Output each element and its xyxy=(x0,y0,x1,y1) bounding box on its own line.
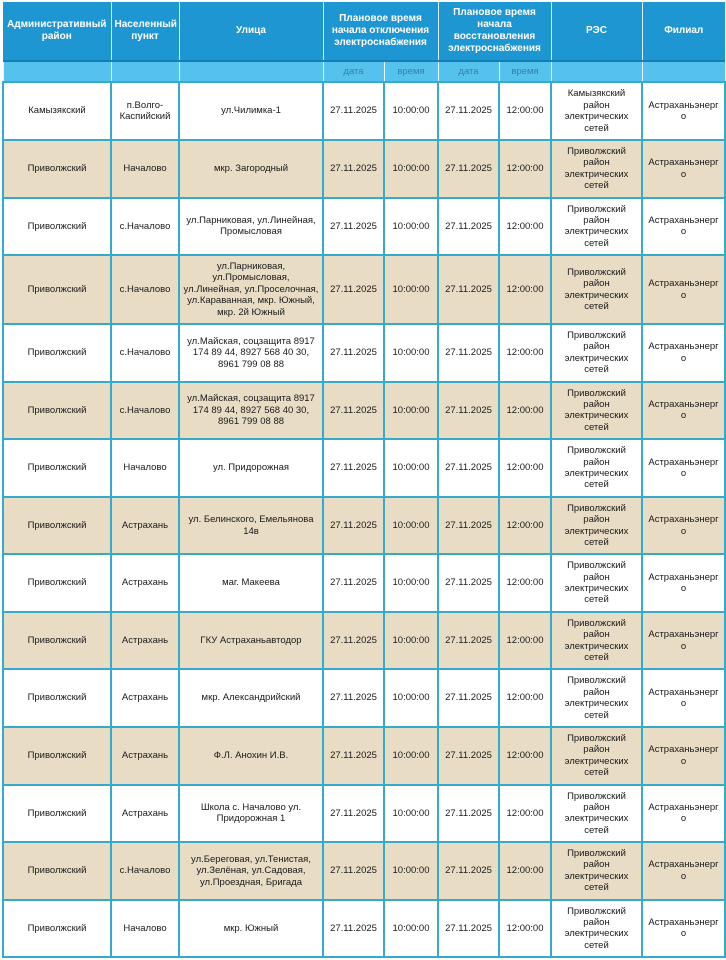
header-row xyxy=(3,2,725,61)
cell-res: Приволжский район электрических сетей xyxy=(551,382,642,440)
cell-branch: Астраханьэнерго xyxy=(642,785,725,843)
cell-district: Приволжский xyxy=(3,785,111,843)
cell-street: Школа с. Началово ул. Придорожная 1 xyxy=(179,785,323,843)
col-header-district: Административный район xyxy=(3,2,111,61)
cell-district: Камызякский xyxy=(3,82,111,140)
cell-branch: Астраханьэнерго xyxy=(642,82,725,140)
cell-off-date: 27.11.2025 xyxy=(323,727,384,785)
cell-on-date: 27.11.2025 xyxy=(438,439,499,497)
table-row xyxy=(3,727,725,785)
cell-on-time: 12:00:00 xyxy=(499,669,551,727)
table-row xyxy=(3,382,725,440)
cell-res: Приволжский район электрических сетей xyxy=(551,554,642,612)
col-header-outage-start: Плановое время начала отключения электроснабжения xyxy=(323,2,438,61)
table-header xyxy=(3,2,725,82)
table-row xyxy=(3,900,725,958)
subheader-empty xyxy=(3,61,111,82)
cell-district: Приволжский xyxy=(3,255,111,324)
subheader-on-date: дата xyxy=(438,61,499,82)
cell-street: ул.Майская, соцзащита 8917 174 89 44, 8927 568 40 30, 8961 799 08 88 xyxy=(179,324,323,382)
cell-off-time: 10:00:00 xyxy=(384,727,438,785)
cell-branch: Астраханьэнерго xyxy=(642,900,725,958)
cell-on-time: 12:00:00 xyxy=(499,439,551,497)
outage-table xyxy=(2,2,726,958)
cell-street: Ф.Л. Анохин И.В. xyxy=(179,727,323,785)
cell-on-time: 12:00:00 xyxy=(499,554,551,612)
cell-settlement: Астрахань xyxy=(111,669,179,727)
subheader-empty xyxy=(111,61,179,82)
cell-branch: Астраханьэнерго xyxy=(642,382,725,440)
outage-table-body xyxy=(3,82,725,957)
cell-off-date: 27.11.2025 xyxy=(323,900,384,958)
cell-settlement: с.Началово xyxy=(111,324,179,382)
cell-settlement: с.Началово xyxy=(111,255,179,324)
cell-on-date: 27.11.2025 xyxy=(438,382,499,440)
subheader-empty xyxy=(551,61,642,82)
cell-branch: Астраханьэнерго xyxy=(642,842,725,900)
table-row xyxy=(3,842,725,900)
col-header-settlement: Населенный пункт xyxy=(111,2,179,61)
cell-street: мкр. Загородный xyxy=(179,140,323,198)
cell-on-date: 27.11.2025 xyxy=(438,900,499,958)
table-row xyxy=(3,255,725,324)
cell-street: ул. Белинского, Емельянова 14в xyxy=(179,497,323,555)
cell-on-time: 12:00:00 xyxy=(499,727,551,785)
cell-on-date: 27.11.2025 xyxy=(438,255,499,324)
cell-off-time: 10:00:00 xyxy=(384,842,438,900)
cell-street: ул.Майская, соцзащита 8917 174 89 44, 8927 568 40 30, 8961 799 08 88 xyxy=(179,382,323,440)
cell-res: Приволжский район электрических сетей xyxy=(551,785,642,843)
cell-on-date: 27.11.2025 xyxy=(438,324,499,382)
cell-street: ул.Чилимка-1 xyxy=(179,82,323,140)
cell-res: Приволжский район электрических сетей xyxy=(551,900,642,958)
cell-on-date: 27.11.2025 xyxy=(438,612,499,670)
cell-district: Приволжский xyxy=(3,612,111,670)
subheader-empty xyxy=(179,61,323,82)
subheader-off-time: время xyxy=(384,61,438,82)
cell-settlement: Астрахань xyxy=(111,727,179,785)
cell-off-time: 10:00:00 xyxy=(384,785,438,843)
cell-off-time: 10:00:00 xyxy=(384,382,438,440)
cell-res: Приволжский район электрических сетей xyxy=(551,727,642,785)
cell-branch: Астраханьэнерго xyxy=(642,727,725,785)
cell-district: Приволжский xyxy=(3,382,111,440)
cell-street: ул. Придорожная xyxy=(179,439,323,497)
cell-street: мкр. Южный xyxy=(179,900,323,958)
cell-settlement: с.Началово xyxy=(111,382,179,440)
cell-on-date: 27.11.2025 xyxy=(438,669,499,727)
cell-off-date: 27.11.2025 xyxy=(323,669,384,727)
cell-settlement: п.Волго-Каспийский xyxy=(111,82,179,140)
cell-on-date: 27.11.2025 xyxy=(438,82,499,140)
cell-district: Приволжский xyxy=(3,497,111,555)
cell-on-date: 27.11.2025 xyxy=(438,842,499,900)
cell-on-date: 27.11.2025 xyxy=(438,727,499,785)
cell-off-time: 10:00:00 xyxy=(384,554,438,612)
cell-branch: Астраханьэнерго xyxy=(642,612,725,670)
cell-district: Приволжский xyxy=(3,324,111,382)
cell-off-date: 27.11.2025 xyxy=(323,497,384,555)
cell-on-date: 27.11.2025 xyxy=(438,140,499,198)
cell-on-date: 27.11.2025 xyxy=(438,497,499,555)
cell-on-date: 27.11.2025 xyxy=(438,198,499,256)
cell-on-time: 12:00:00 xyxy=(499,612,551,670)
cell-off-time: 10:00:00 xyxy=(384,255,438,324)
cell-res: Приволжский район электрических сетей xyxy=(551,324,642,382)
cell-district: Приволжский xyxy=(3,900,111,958)
cell-on-time: 12:00:00 xyxy=(499,785,551,843)
cell-res: Приволжский район электрических сетей xyxy=(551,497,642,555)
cell-branch: Астраханьэнерго xyxy=(642,140,725,198)
col-header-restore-start: Плановое время начала восстановления электроснабжения xyxy=(438,2,551,61)
cell-branch: Астраханьэнерго xyxy=(642,439,725,497)
cell-res: Приволжский район электрических сетей xyxy=(551,612,642,670)
col-header-res: РЭС xyxy=(551,2,642,61)
cell-district: Приволжский xyxy=(3,439,111,497)
cell-on-time: 12:00:00 xyxy=(499,198,551,256)
cell-on-time: 12:00:00 xyxy=(499,140,551,198)
table-row xyxy=(3,439,725,497)
cell-res: Приволжский район электрических сетей xyxy=(551,669,642,727)
cell-res: Приволжский район электрических сетей xyxy=(551,140,642,198)
cell-off-date: 27.11.2025 xyxy=(323,612,384,670)
cell-off-time: 10:00:00 xyxy=(384,82,438,140)
cell-off-date: 27.11.2025 xyxy=(323,140,384,198)
cell-off-date: 27.11.2025 xyxy=(323,82,384,140)
col-header-street: Улица xyxy=(179,2,323,61)
cell-on-time: 12:00:00 xyxy=(499,842,551,900)
cell-off-date: 27.11.2025 xyxy=(323,439,384,497)
cell-res: Приволжский район электрических сетей xyxy=(551,255,642,324)
cell-district: Приволжский xyxy=(3,727,111,785)
cell-off-time: 10:00:00 xyxy=(384,497,438,555)
cell-branch: Астраханьэнерго xyxy=(642,198,725,256)
cell-settlement: Астрахань xyxy=(111,612,179,670)
cell-off-date: 27.11.2025 xyxy=(323,785,384,843)
cell-off-time: 10:00:00 xyxy=(384,140,438,198)
cell-off-date: 27.11.2025 xyxy=(323,554,384,612)
table-row xyxy=(3,669,725,727)
cell-off-time: 10:00:00 xyxy=(384,324,438,382)
cell-branch: Астраханьэнерго xyxy=(642,255,725,324)
cell-branch: Астраханьэнерго xyxy=(642,324,725,382)
cell-on-time: 12:00:00 xyxy=(499,324,551,382)
cell-street: маг. Макеева xyxy=(179,554,323,612)
table-row xyxy=(3,612,725,670)
col-header-branch: Филиал xyxy=(642,2,725,61)
cell-settlement: Астрахань xyxy=(111,785,179,843)
cell-on-date: 27.11.2025 xyxy=(438,554,499,612)
cell-off-date: 27.11.2025 xyxy=(323,382,384,440)
cell-street: ул.Береговая, ул.Тенистая, ул.Зелёная, ул.Садовая, ул.Проездная, Бригада xyxy=(179,842,323,900)
cell-settlement: Астрахань xyxy=(111,497,179,555)
cell-off-time: 10:00:00 xyxy=(384,900,438,958)
table-row xyxy=(3,785,725,843)
cell-street: ул.Парниковая, ул.Промысловая, ул.Линейная, ул.Проселочная, ул.Караванная, мкр. Южный, мкр. 2й Южный xyxy=(179,255,323,324)
cell-on-time: 12:00:00 xyxy=(499,82,551,140)
cell-off-date: 27.11.2025 xyxy=(323,324,384,382)
cell-on-date: 27.11.2025 xyxy=(438,785,499,843)
table-row xyxy=(3,324,725,382)
table-row xyxy=(3,554,725,612)
subheader-on-time: время xyxy=(499,61,551,82)
cell-settlement: Астрахань xyxy=(111,554,179,612)
cell-off-time: 10:00:00 xyxy=(384,612,438,670)
table-row xyxy=(3,140,725,198)
cell-street: мкр. Александрийский xyxy=(179,669,323,727)
cell-off-date: 27.11.2025 xyxy=(323,842,384,900)
cell-res: Приволжский район электрических сетей xyxy=(551,198,642,256)
cell-street: ул.Парниковая, ул.Линейная, Промысловая xyxy=(179,198,323,256)
cell-off-date: 27.11.2025 xyxy=(323,255,384,324)
cell-district: Приволжский xyxy=(3,842,111,900)
table-row xyxy=(3,497,725,555)
cell-district: Приволжский xyxy=(3,198,111,256)
cell-branch: Астраханьэнерго xyxy=(642,669,725,727)
cell-settlement: Началово xyxy=(111,900,179,958)
table-row xyxy=(3,198,725,256)
subheader-off-date: дата xyxy=(323,61,384,82)
cell-off-time: 10:00:00 xyxy=(384,198,438,256)
cell-branch: Астраханьэнерго xyxy=(642,554,725,612)
cell-district: Приволжский xyxy=(3,554,111,612)
cell-on-time: 12:00:00 xyxy=(499,900,551,958)
cell-off-date: 27.11.2025 xyxy=(323,198,384,256)
cell-off-time: 10:00:00 xyxy=(384,669,438,727)
cell-on-time: 12:00:00 xyxy=(499,497,551,555)
cell-street: ГКУ Астраханьавтодор xyxy=(179,612,323,670)
cell-settlement: с.Началово xyxy=(111,842,179,900)
cell-district: Приволжский xyxy=(3,140,111,198)
cell-res: Приволжский район электрических сетей xyxy=(551,842,642,900)
cell-on-time: 12:00:00 xyxy=(499,255,551,324)
cell-res: Камызякский район электрических сетей xyxy=(551,82,642,140)
subheader-empty xyxy=(642,61,725,82)
cell-on-time: 12:00:00 xyxy=(499,382,551,440)
cell-branch: Астраханьэнерго xyxy=(642,497,725,555)
subheader-row xyxy=(3,61,725,82)
cell-off-time: 10:00:00 xyxy=(384,439,438,497)
table-row xyxy=(3,82,725,140)
cell-settlement: с.Началово xyxy=(111,198,179,256)
cell-res: Приволжский район электрических сетей xyxy=(551,439,642,497)
cell-settlement: Началово xyxy=(111,439,179,497)
cell-settlement: Началово xyxy=(111,140,179,198)
cell-district: Приволжский xyxy=(3,669,111,727)
